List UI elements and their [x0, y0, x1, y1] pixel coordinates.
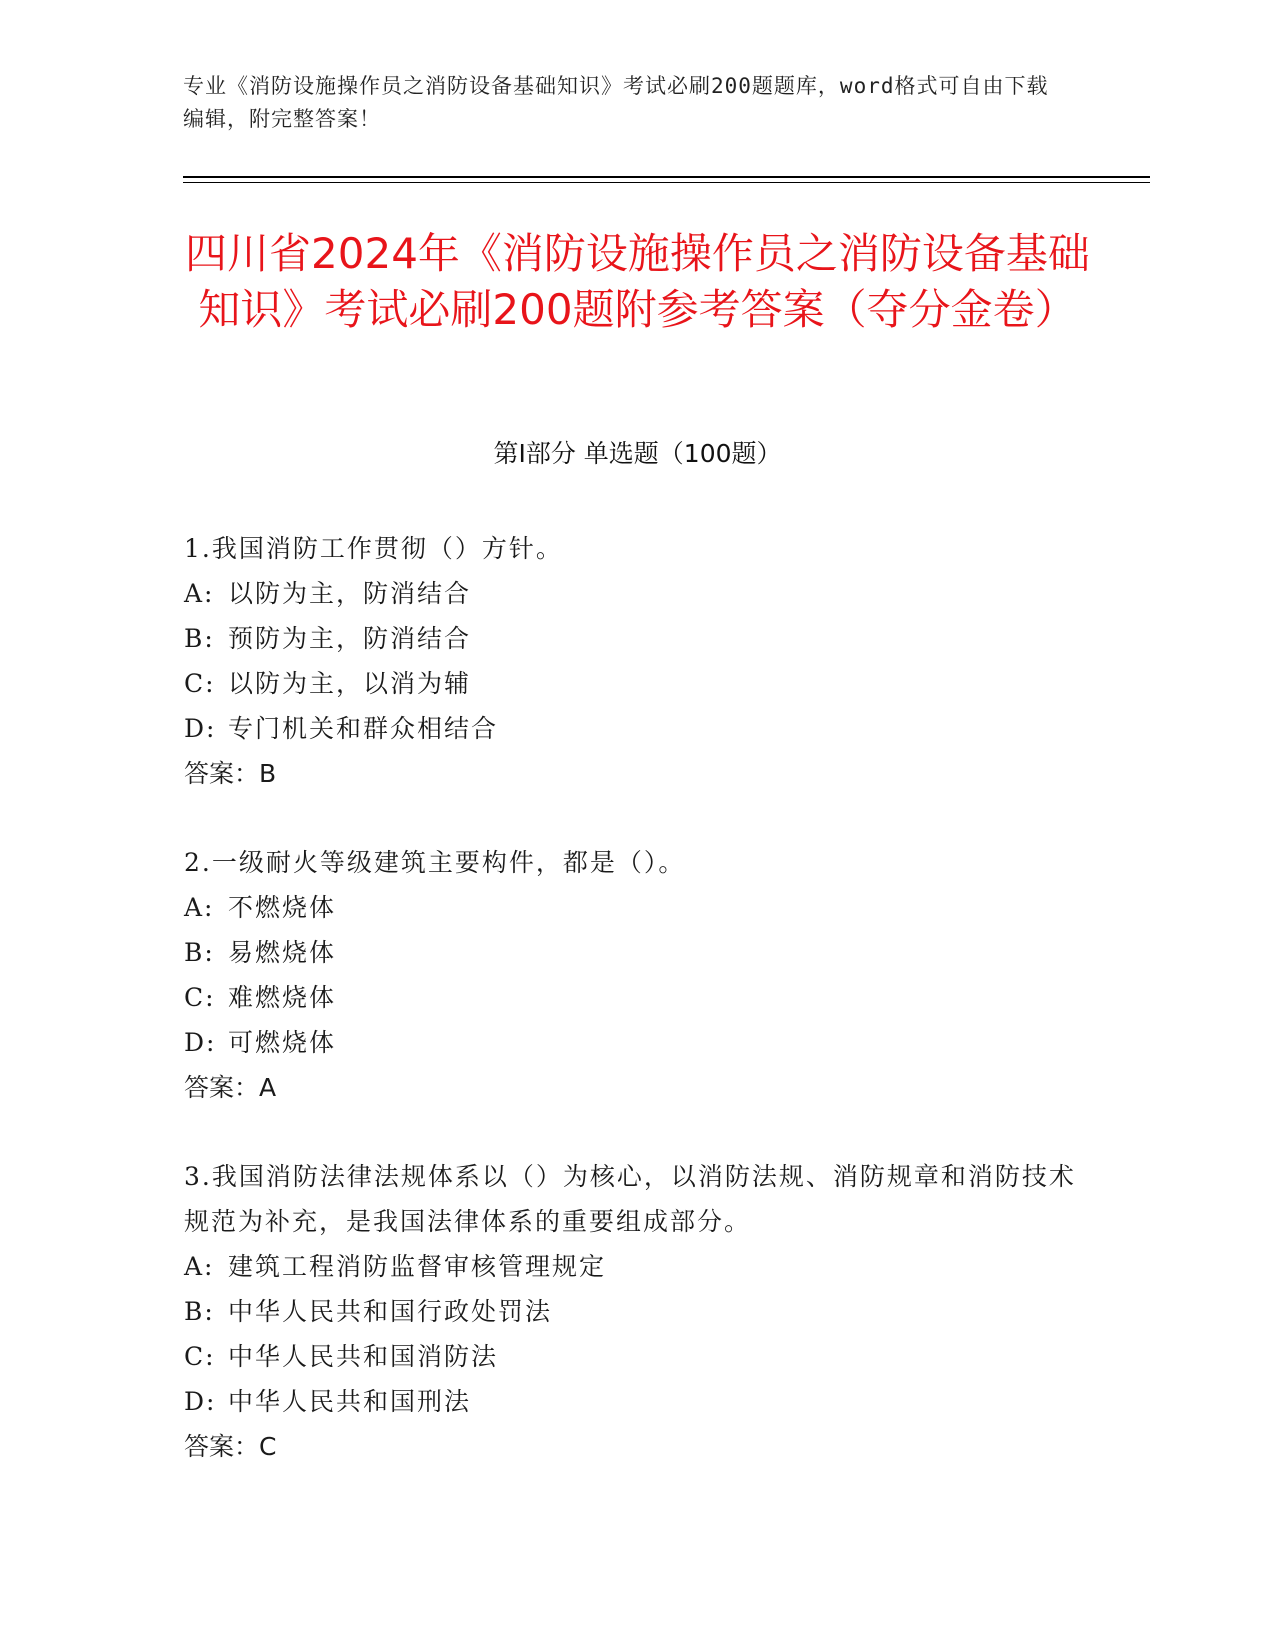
question-2 [184, 840, 1084, 1110]
option-text: 难燃烧体 [228, 983, 337, 1012]
answer-line: 答案：C [184, 1432, 277, 1461]
option-text: 中华人民共和国行政处罚法 [228, 1297, 553, 1326]
question-stem: 2.一级耐火等级建筑主要构件，都是（）。 [184, 848, 686, 877]
option-d [184, 706, 1084, 751]
option-b [184, 1289, 1084, 1334]
question-spacer [184, 796, 1084, 840]
option-key: A: [184, 893, 215, 922]
option-key: B: [184, 938, 215, 967]
option-a [184, 885, 1084, 930]
option-text: 建筑工程消防监督审核管理规定 [228, 1252, 607, 1281]
option-text: 易燃烧体 [228, 938, 337, 967]
question-1 [184, 526, 1084, 796]
option-key: B: [184, 624, 215, 653]
option-text: 专门机关和群众相结合 [228, 714, 499, 743]
answer-line: 答案：A [184, 1073, 277, 1102]
question-stem: 3.我国消防法律法规体系以（）为核心，以消防法规、消防规章和消防技术规范为补充，是我国法律体系的重要组成部分。 [184, 1162, 1076, 1236]
question-spacer [184, 1110, 1084, 1154]
header-divider-thick [183, 176, 1150, 178]
option-text: 预防为主，防消结合 [228, 624, 472, 653]
header-divider-thin [183, 182, 1150, 183]
section-heading: 第Ⅰ部分 单选题（100题） [493, 439, 782, 468]
option-key: D: [184, 1387, 217, 1416]
option-key: C: [184, 1342, 216, 1371]
option-b [184, 930, 1084, 975]
option-text: 以防为主，以消为辅 [228, 669, 472, 698]
option-c [184, 1334, 1084, 1379]
option-c [184, 975, 1084, 1020]
option-d [184, 1020, 1084, 1065]
option-d [184, 1379, 1084, 1424]
option-key: A: [184, 579, 215, 608]
option-c [184, 661, 1084, 706]
option-a [184, 1244, 1084, 1289]
option-a [184, 571, 1084, 616]
option-text: 中华人民共和国消防法 [228, 1342, 499, 1371]
question-3 [184, 1154, 1084, 1469]
option-key: A: [184, 1252, 215, 1281]
intro-text: 专业《消防设施操作员之消防设备基础知识》考试必刷200题题库，word格式可自由下载编辑，附完整答案！ [183, 74, 1049, 131]
option-text: 以防为主，防消结合 [228, 579, 472, 608]
option-key: C: [184, 983, 216, 1012]
question-stem: 1.我国消防工作贯彻（）方针。 [184, 534, 563, 563]
option-text: 不燃烧体 [228, 893, 337, 922]
option-text: 中华人民共和国刑法 [228, 1387, 472, 1416]
option-key: D: [184, 1028, 217, 1057]
question-list [184, 526, 1084, 1469]
option-text: 可燃烧体 [228, 1028, 337, 1057]
answer-line: 答案：B [184, 759, 277, 788]
option-key: D: [184, 714, 217, 743]
document-title: 四川省2024年《消防设施操作员之消防设备基础知识》考试必刷200题附参考答案（夺分金卷） [185, 229, 1090, 334]
option-key: B: [184, 1297, 215, 1326]
option-b [184, 616, 1084, 661]
option-key: C: [184, 669, 216, 698]
